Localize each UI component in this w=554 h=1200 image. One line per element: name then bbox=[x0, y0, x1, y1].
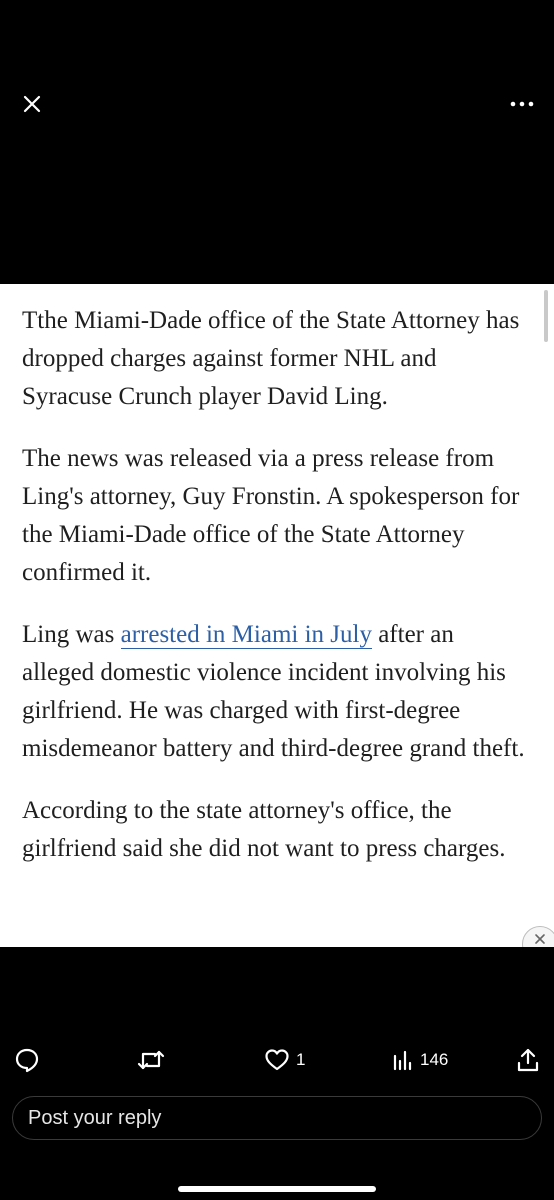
heart-icon bbox=[264, 1048, 290, 1072]
close-button[interactable] bbox=[16, 88, 48, 120]
reply-placeholder: Post your reply bbox=[28, 1106, 162, 1129]
like-count: 1 bbox=[296, 1050, 306, 1069]
like-button[interactable] bbox=[264, 1040, 305, 1080]
more-horizontal-icon bbox=[510, 100, 534, 108]
paragraph-3-after: after an alleged domestic violence incident involving his girlfriend. He was charged with first-degree misdemeanor battery and third-degree grand theft. bbox=[22, 621, 525, 762]
views-icon bbox=[392, 1049, 414, 1071]
close-icon bbox=[534, 933, 546, 945]
views-button[interactable] bbox=[392, 1040, 448, 1080]
dismiss-ad-button[interactable] bbox=[522, 926, 554, 947]
article-paragraph-3 bbox=[22, 616, 526, 768]
top-bar bbox=[0, 0, 554, 284]
reply-icon bbox=[14, 1047, 40, 1073]
article-paragraph-4: According to the state attorney's office, the girlfriend said she did not want to press charges. bbox=[22, 797, 506, 862]
repost-icon bbox=[136, 1047, 166, 1073]
close-icon bbox=[22, 94, 42, 114]
paragraph-3-before: Ling was bbox=[22, 621, 121, 648]
reply-input[interactable] bbox=[12, 1096, 542, 1140]
home-indicator[interactable] bbox=[178, 1186, 376, 1192]
article-screenshot bbox=[0, 284, 554, 947]
reply-button[interactable] bbox=[14, 1040, 40, 1080]
arrest-article-link[interactable]: arrested in Miami in July bbox=[120, 621, 372, 648]
views-count: 146 bbox=[420, 1050, 449, 1069]
more-options-button[interactable] bbox=[504, 88, 540, 120]
post-actions-bar bbox=[0, 1040, 554, 1080]
article-scrollbar[interactable] bbox=[544, 290, 548, 342]
share-button[interactable] bbox=[516, 1040, 540, 1080]
share-icon bbox=[516, 1047, 540, 1073]
article-paragraph-2: The news was released via a press release from Ling's attorney, Guy Fronstin. A spokesperson for the Miami-Dade office of the State Attorney confirmed it. bbox=[22, 445, 520, 586]
repost-button[interactable] bbox=[136, 1040, 166, 1080]
article-paragraph-1: Tthe Miami-Dade office of the State Attorney has dropped charges against former NHL and Syracuse Crunch player David Ling. bbox=[22, 307, 520, 410]
article-body bbox=[0, 284, 554, 868]
